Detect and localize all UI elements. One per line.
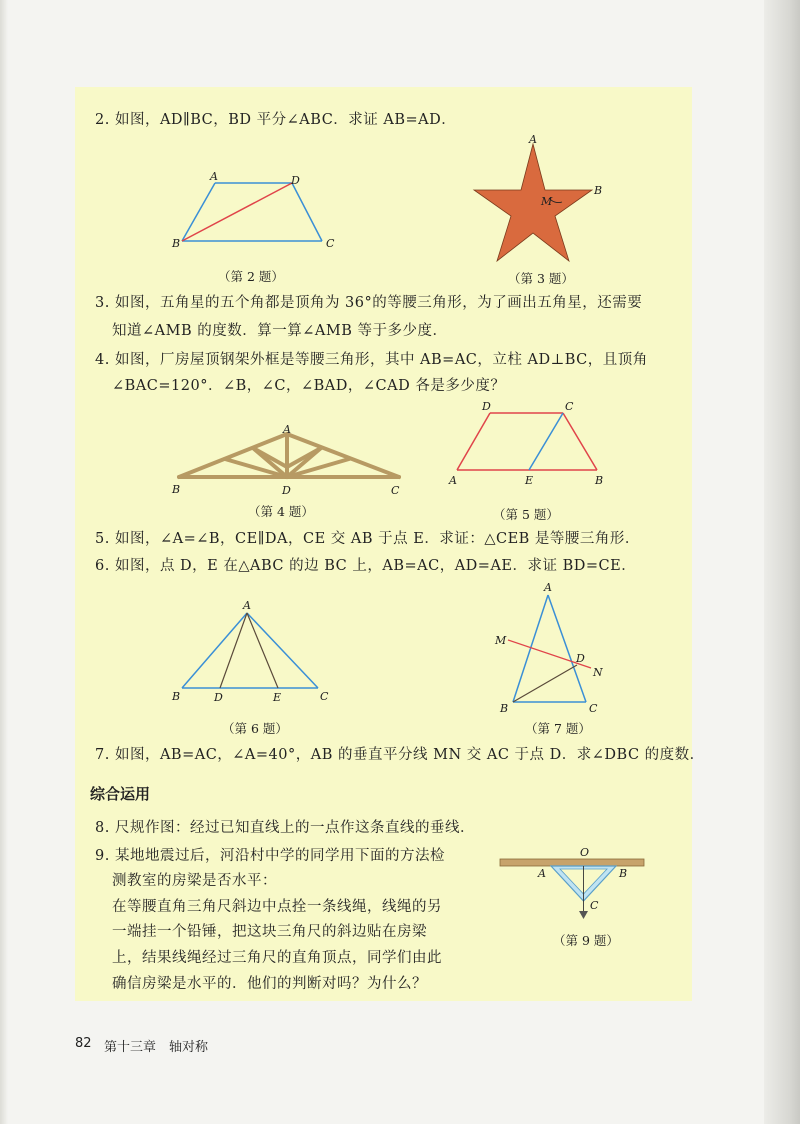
problem-9-line3: 在等腰直角三角尺斜边中点拴一条线绳，线绳的另 — [112, 899, 442, 915]
label-m: M — [541, 195, 553, 208]
caption-fig2: （第 2 题） — [218, 269, 284, 284]
label-b: B — [172, 483, 181, 496]
segment-ac — [247, 613, 318, 688]
label-n: N — [593, 666, 603, 679]
figure-5 — [445, 398, 615, 488]
problem-9-line2: 测教室的房梁是否水平： — [112, 873, 277, 889]
segment-ac — [548, 595, 586, 702]
label-d: D — [482, 400, 491, 413]
caption-fig9: （第 9 题） — [553, 933, 619, 948]
label-e: E — [525, 474, 534, 487]
figure-4-truss — [165, 425, 415, 500]
page-edge-shadow — [0, 0, 8, 1124]
label-a: A — [544, 581, 552, 594]
label-c: C — [391, 484, 400, 497]
problem-6: 6. 如图，点 D，E 在△ABC 的边 BC 上，AB=AC，AD=AE．求证 BD=CE． — [95, 558, 637, 574]
label-b: B — [595, 474, 604, 487]
figure-7 — [488, 580, 613, 720]
label-d: D — [214, 691, 223, 704]
figure-6 — [170, 598, 335, 706]
section-title: 综合运用 — [90, 785, 151, 803]
label-e: E — [273, 691, 282, 704]
label-b: B — [500, 702, 509, 715]
label-a: A — [449, 474, 457, 487]
segment-ab — [513, 595, 548, 702]
figure-2 — [170, 170, 345, 255]
caption-fig5: （第 5 题） — [493, 507, 559, 522]
segment-cb — [563, 413, 597, 470]
label-m: M — [495, 634, 507, 647]
caption-fig6: （第 6 题） — [222, 721, 288, 736]
problem-9-line6: 确信房梁是水平的．他们的判断对吗？为什么？ — [112, 976, 427, 992]
problem-9-line4: 一端挂一个铅锤，把这块三角尺的斜边贴在房梁 — [112, 924, 427, 940]
segment-ad — [220, 613, 247, 688]
figure-9-beam — [498, 845, 648, 925]
label-d: D — [576, 652, 585, 665]
label-a: A — [538, 867, 546, 880]
problem-4-line2: ∠BAC=120°．∠B，∠C，∠BAD，∠CAD 各是多少度？ — [112, 378, 506, 394]
plumb-bob — [579, 911, 588, 919]
problem-8: 8. 尺规作图：经过已知直线上的一点作这条直线的垂线． — [95, 820, 475, 836]
caption-fig4: （第 4 题） — [248, 504, 314, 519]
label-b: B — [594, 184, 603, 197]
problem-2: 2. 如图，AD∥BC，BD 平分∠ABC．求证 AB=AD． — [95, 112, 457, 128]
label-c: C — [320, 690, 329, 703]
figure-3-star — [470, 132, 605, 267]
problem-4-line1: 4. 如图，厂房屋顶钢架外框是等腰三角形，其中 AB=AC，立柱 AD⊥BC，且顶角 — [95, 352, 648, 368]
label-c: C — [326, 237, 335, 250]
segment-ae — [247, 613, 278, 688]
label-b: B — [172, 237, 181, 250]
segment-ce — [529, 413, 563, 470]
problem-9-line5: 上，结果线绳经过三角尺的直角顶点，同学们由此 — [112, 950, 442, 966]
label-c: C — [565, 400, 574, 413]
label-d: D — [291, 174, 300, 187]
problem-3-line2: 知道∠AMB 的度数．算一算∠AMB 等于多少度． — [112, 323, 448, 339]
label-c: C — [590, 899, 599, 912]
label-o: O — [580, 846, 590, 859]
label-a: A — [529, 133, 537, 146]
problem-5: 5. 如图，∠A=∠B，CE∥DA，CE 交 AB 于点 E．求证：△CEB 是等腰三角形． — [95, 531, 640, 547]
star-shape — [474, 144, 592, 261]
segment-ab — [182, 613, 247, 688]
label-c: C — [589, 702, 598, 715]
beam — [500, 859, 644, 866]
caption-fig3: （第 3 题） — [508, 271, 574, 286]
label-a: A — [210, 170, 218, 183]
book-spine — [764, 0, 800, 1124]
label-b: B — [172, 690, 181, 703]
problem-3-line1: 3. 如图，五角星的五个角都是顶角为 36°的等腰三角形，为了画出五角星，还需要 — [95, 295, 643, 311]
segment-dc — [292, 183, 322, 241]
page-number: 82 — [75, 1036, 92, 1051]
problem-9-line1: 9. 某地地震过后，河沿村中学的同学用下面的方法检 — [95, 848, 445, 864]
label-d: D — [282, 484, 291, 497]
chapter-title: 第十三章 轴对称 — [104, 1040, 209, 1055]
label-a: A — [243, 599, 251, 612]
problem-7: 7. 如图，AB=AC，∠A=40°，AB 的垂直平分线 MN 交 AC 于点 D．求∠DBC 的度数． — [95, 747, 705, 763]
segment-da — [457, 413, 490, 470]
label-a: A — [283, 423, 291, 436]
label-b: B — [619, 867, 628, 880]
caption-fig7: （第 7 题） — [525, 721, 591, 736]
